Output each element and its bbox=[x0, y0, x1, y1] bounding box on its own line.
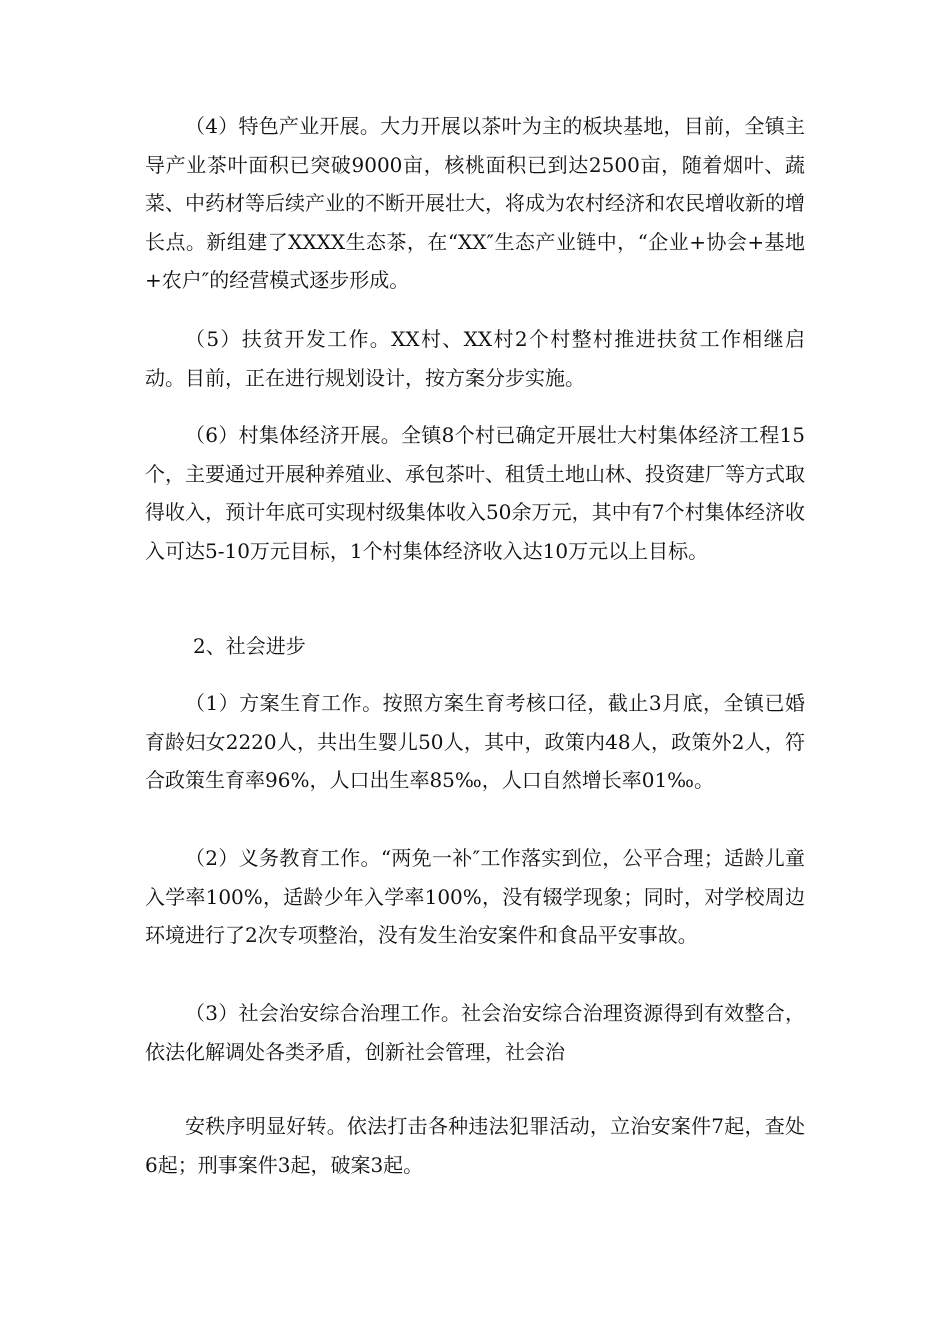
paragraph-family-planning: （1）方案生育工作。按照方案生育考核口径，截止3月底，全镇已婚育龄妇女2220人，共出生婴儿50人，其中，政策内48人，政策外2人，符合政策生育率96%，人口出生率85‰，人口自然增长率01‰。 bbox=[145, 691, 805, 792]
paragraph-public-security-continued: 安秩序明显好转。依法打击各种违法犯罪活动，立治安案件7起，查处6起；刑事案件3起，破案3起。 bbox=[145, 1114, 805, 1177]
section-heading-social-progress: 2、社会进步 bbox=[193, 634, 306, 658]
paragraph-compulsory-education: （2）义务教育工作。“两免一补″工作落实到位，公平合理；适龄儿童入学率100%，适龄少年入学率100%，没有辍学现象；同时，对学校周边环境进行了2次专项整治，没有发生治安案件和食品平安事故。 bbox=[145, 846, 805, 947]
paragraph-poverty-alleviation: （5）扶贫开发工作。XX村、XX村2个村整村推进扶贫工作相继启动。目前，正在进行规划设计，按方案分步实施。 bbox=[145, 327, 805, 390]
paragraph-characteristic-industry: （4）特色产业开展。大力开展以茶叶为主的板块基地，目前，全镇主导产业茶叶面积已突破9000亩，核桃面积已到达2500亩，随着烟叶、蔬菜、中药材等后续产业的不断开展壮大，将成为农村经济和农民增收新的增长点。新组建了XXXX生态茶，在“XX″生态产业链中，“企业+协会+基地+农户″的经营模式逐步形成。 bbox=[145, 114, 805, 292]
paragraph-public-security: （3）社会治安综合治理工作。社会治安综合治理资源得到有效整合，依法化解调处各类矛盾，创新社会管理，社会治 bbox=[145, 1001, 805, 1064]
paragraph-village-collective-economy: （6）村集体经济开展。全镇8个村已确定开展壮大村集体经济工程15个，主要通过开展种养殖业、承包茶叶、租赁土地山林、投资建厂等方式取得收入，预计年底可实现村级集体收入50余万元，其中有7个村集体经济收入可达5-10万元目标，1个村集体经济收入达10万元以上目标。 bbox=[145, 423, 805, 563]
